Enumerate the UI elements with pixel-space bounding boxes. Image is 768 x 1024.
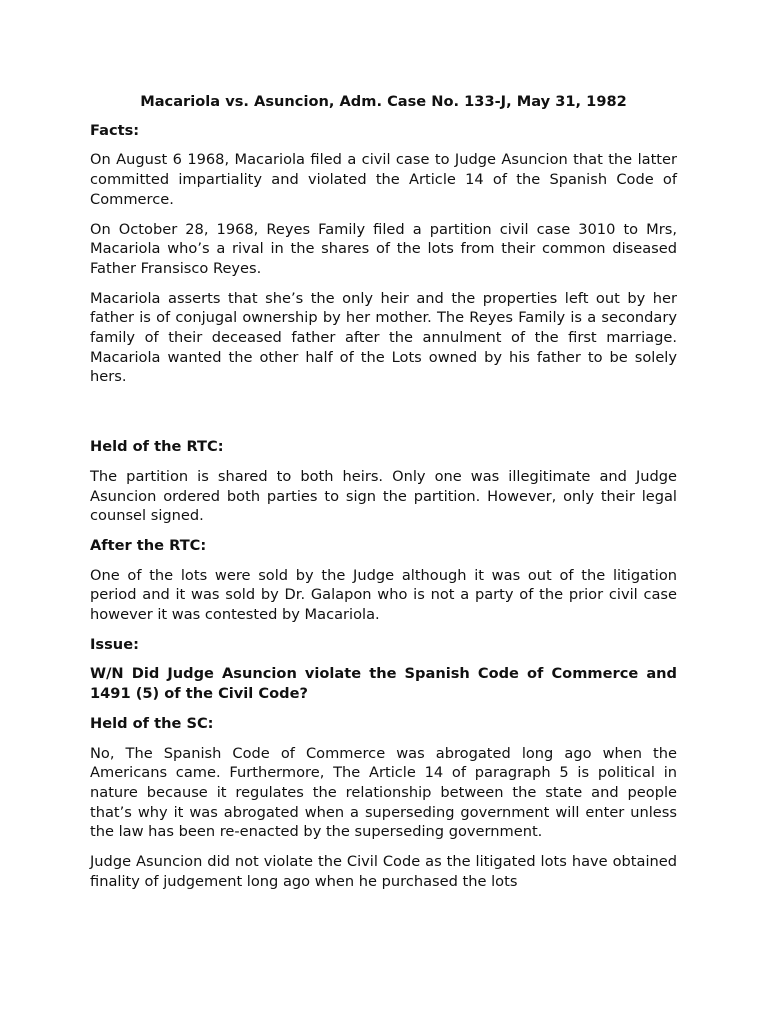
facts-heading: Facts:	[90, 121, 140, 139]
document-page	[90, 92, 677, 902]
held-rtc-heading: Held of the RTC:	[90, 438, 224, 456]
blank-spacer	[90, 397, 677, 437]
after-rtc-heading: After the RTC:	[90, 536, 207, 554]
held-sc-paragraph-2: Judge Asuncion did not violate the Civil Code as the litigated lots have obtained finality of judgement long ago when he purchased the lots	[90, 853, 677, 890]
issue-heading: Issue:	[90, 635, 139, 653]
held-sc-heading: Held of the SC:	[90, 714, 214, 732]
held-rtc-paragraph: The partition is shared to both heirs. Only one was illegitimate and Judge Asuncion ordered both parties to sign the partition. However, only their legal counsel signed.	[90, 467, 677, 525]
document-title: Macariola vs. Asuncion, Adm. Case No. 133-J, May 31, 1982	[140, 93, 627, 110]
issue-question: W/N Did Judge Asuncion violate the Spanish Code of Commerce and 1491 (5) of the Civil Code?	[90, 665, 677, 703]
after-rtc-paragraph: One of the lots were sold by the Judge although it was out of the litigation period and it was sold by Dr. Galapon who is not a party of the prior civil case however it was contested by Macariola.	[90, 566, 677, 624]
facts-paragraph-1: On August 6 1968, Macariola filed a civil case to Judge Asuncion that the latter committed impartiality and violated the Article 14 of the Spanish Code of Commerce.	[90, 151, 677, 208]
held-sc-paragraph-1: No, The Spanish Code of Commerce was abrogated long ago when the Americans came. Furthermore, The Article 14 of paragraph 5 is political in nature because it regulates the relationship between the state and people that’s why it was abrogated when a superseding government will enter unless the law has been re-enacted by the superseding government.	[90, 744, 677, 841]
facts-paragraph-2: On October 28, 1968, Reyes Family filed a partition civil case 3010 to Mrs, Macariola who’s a rival in the shares of the lots from their common diseased Father Fransisco Reyes.	[90, 220, 677, 277]
facts-paragraph-3: Macariola asserts that she’s the only heir and the properties left out by her father is of conjugal ownership by her mother. The Reyes Family is a secondary family of their deceased father after the annulment of the first marriage. Macariola wanted the other half of the Lots owned by his father to be solely hers.	[90, 289, 677, 386]
